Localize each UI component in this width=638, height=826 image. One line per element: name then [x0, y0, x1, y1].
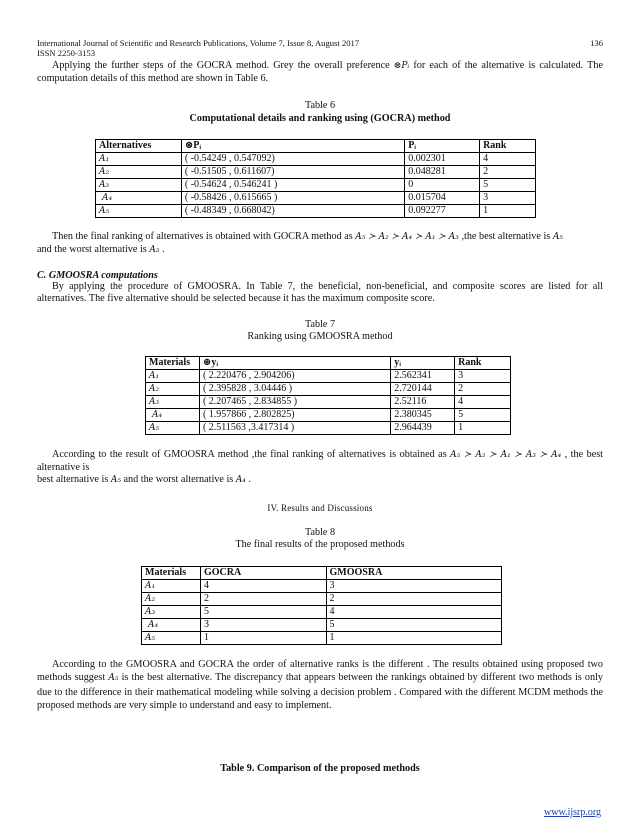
page-number: 136 [590, 38, 603, 48]
column-header: Materials [146, 356, 200, 369]
table8-title: The final results of the proposed methods [235, 539, 405, 551]
column-header: Materials [142, 566, 201, 579]
table-row: A₃ ( -0.54624 , 0.546241 ) 0 5 [96, 179, 536, 192]
discussion-paragraph: According to the GMOOSRA and GOCRA the order of alternative ranks is the different . The results obtained using proposed two methods suggest A₅ is the best alternative. The discrepancy that appears between the rankings obtained by different two methods is only due to the difference in their mathematical modeling while solving a decision problem . Compared with the different MCDM methods the proposed methods are very simple to understand and easy to implement. [37, 658, 603, 712]
page [37, 38, 603, 775]
discussion-best: A₅ [108, 673, 119, 684]
table-row: A₅ 1 1 [142, 631, 502, 644]
table-header-row [96, 140, 536, 153]
column-header: Rank [480, 140, 536, 153]
table6 [95, 139, 536, 218]
table-header-row [146, 356, 511, 369]
column-header: yᵢ [391, 356, 455, 369]
table-row: A₁ ( 2.220476 , 2.904206) 2.562341 3 [146, 369, 511, 382]
table-row: A₄ ( 1.957866 , 2.802825) 2.380345 5 [146, 408, 511, 421]
table-row: A₄ 3 5 [142, 618, 502, 631]
table8-label: Table 8 [304, 526, 336, 538]
section-c-paragraph: By applying the procedure of GMOOSRA. In Table 7, the beneficial, non-beneficial, and composite scores are listed for all alternatives. The five alternative should be selected because it has the maximum composite score. [37, 280, 603, 305]
page-header [37, 38, 603, 58]
column-header: GMOOSRA [326, 566, 501, 579]
column-header: Alternatives [96, 140, 182, 153]
gocra-best: A₅ [552, 232, 563, 243]
gmoosra-worst: A₄ [235, 475, 246, 486]
footer-website-link[interactable]: www.ijsrp.org [544, 807, 601, 818]
column-header: ⊗Pᵢ [181, 140, 404, 153]
table7-title: Ranking using GMOOSRA method [247, 331, 393, 343]
column-header: Pᵢ [405, 140, 480, 153]
table-row: A₃ ( 2.207465 , 2.834855 ) 2.52116 4 [146, 395, 511, 408]
gmoosra-ranking: A₅ ≻ A₂ ≻ A₁ ≻ A₃ ≻ A₄ [450, 449, 562, 460]
gocra-worst: A₃ [149, 244, 160, 255]
section-c-heading: C. GMOOSRA computations [37, 269, 158, 281]
intro-paragraph: Applying the further steps of the GOCRA method. Grey the overall preference ⊗Pᵢ for each of the alternative is calculated. The computation details of this method are shown in Table 6. [37, 60, 603, 84]
table-row: A₅ ( 2.511563 ,3.417314 ) 2.964439 1 [146, 421, 511, 434]
table6-title: Computational details and ranking using (GOCRA) method [189, 112, 451, 124]
table-row: A₄ ( -0.58426 , 0.615665 ) 0.015704 3 [96, 192, 536, 205]
table7-label: Table 7 [304, 318, 336, 330]
table-row: A₂ 2 2 [142, 592, 502, 605]
table-row: A₃ 5 4 [142, 605, 502, 618]
journal-title: International Journal of Scientific and Research Publications, Volume 7, Issue 8, August 2017 [37, 38, 360, 48]
table6-label: Table 6 [304, 100, 336, 112]
table-row: A₁ 4 3 [142, 579, 502, 592]
table-row: A₁ ( -0.54249 , 0.547092) 0.002301 4 [96, 153, 536, 166]
table-header-row [142, 566, 502, 579]
table-row: A₂ ( -0.51505 , 0.611607) 0.048281 2 [96, 166, 536, 179]
gocra-ranking: A₅ ≻ A₂ ≻ A₄ ≻ A₁ ≻ A₃ [355, 232, 459, 243]
gmoosra-best: A₅ [110, 475, 121, 486]
gmoosra-result-paragraph: According to the result of GMOOSRA method ,the final ranking of alternatives is obtained as A₅ ≻ A₂ ≻ A₁ ≻ A₃ ≻ A₄ , the best alternative is best alternative is A₅ and the worst alternative is A₄ . [37, 448, 604, 486]
table9-title: Table 9. Comparison of the proposed methods [220, 762, 420, 774]
column-header: ⊕yᵢ [199, 356, 390, 369]
table-row: A₅ ( -0.48349 , 0.668042) 0.092277 1 [96, 205, 536, 218]
table8 [141, 566, 502, 645]
table-row: A₂ ( 2.395828 , 3.04446 ) 2.720144 2 [146, 382, 511, 395]
grey-preference-symbol: ⊗Pᵢ [393, 61, 410, 71]
gocra-result-paragraph: Then the final ranking of alternatives is obtained with GOCRA method as A₅ ≻ A₂ ≻ A₄ ≻ A₁ ≻ A₃ ,the best alternative is A₅ and the worst alternative is A₃ . [37, 231, 563, 255]
table7 [145, 356, 511, 435]
column-header: GOCRA [200, 566, 326, 579]
column-header: Rank [455, 356, 511, 369]
section-iv-heading: IV. Results and Discussions [267, 502, 373, 513]
issn: ISSN 2250-3153 [37, 48, 96, 58]
